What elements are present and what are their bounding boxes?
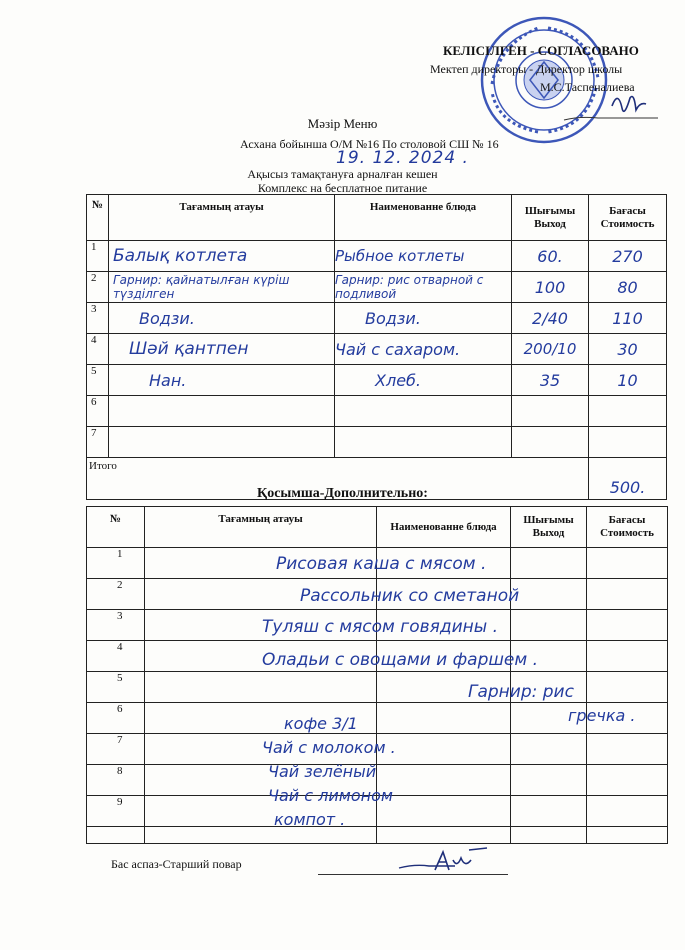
- row-number: 8: [87, 765, 145, 796]
- row-number: 1: [87, 241, 109, 272]
- extra-item: Чай с лимоном: [268, 786, 393, 805]
- extra-item: Гарнир: рис: [468, 682, 574, 702]
- chef-label: Бас аспаз-Старший повар: [111, 857, 242, 871]
- total-value: 500.: [589, 458, 667, 500]
- col-name-kz: Тағамның атауы: [109, 195, 335, 241]
- extra-item: компот .: [274, 810, 346, 829]
- table-header: [87, 507, 668, 548]
- table-row: [87, 303, 667, 334]
- menu-title: Мәзір Меню: [307, 116, 378, 131]
- row-number: 2: [87, 579, 145, 610]
- dish-price: 110: [589, 303, 667, 334]
- row-number: 5: [87, 365, 109, 396]
- extra-item: Рисовая каша с мясом .: [276, 554, 487, 574]
- dish-ru: Гарнир: рис отварной с подливой: [335, 272, 512, 303]
- dish-kz: Шәй қантпен: [109, 334, 335, 365]
- extra-item: Оладьи с овощами и фаршем .: [262, 650, 539, 670]
- row-number: 1: [87, 548, 145, 579]
- canteen-line: Асхана бойынша О/М №16 По столовой СШ № 16: [240, 137, 499, 151]
- table-row: [87, 396, 667, 427]
- table-row: [87, 334, 667, 365]
- col-output: Шығымы Выход: [511, 507, 587, 548]
- extra-title: Қосымша-Дополнительно:: [257, 486, 428, 501]
- col-name-kz: Тағамның атауы: [145, 507, 377, 548]
- approval-title: КЕЛІСІЛГЕН - СОГЛАСОВАНО: [443, 43, 639, 58]
- dish-kz: Водзи.: [109, 303, 335, 334]
- col-price: Бағасы Стоимость: [589, 195, 667, 241]
- extra-item: Чай с молоком .: [262, 738, 396, 757]
- dish-kz: [109, 396, 335, 427]
- extra-item: Чай зелёный: [268, 762, 377, 781]
- row-number: 5: [87, 672, 145, 703]
- extra-item: гречка .: [568, 706, 636, 725]
- table-header: [87, 195, 667, 241]
- dish-kz: Балық котлета: [109, 241, 335, 272]
- col-price: Бағасы Стоимость: [587, 507, 668, 548]
- extra-item: Туляш с мясом говядины .: [262, 617, 498, 637]
- col-num: №: [87, 195, 109, 241]
- col-num: №: [87, 507, 145, 548]
- dish-output: 100: [512, 272, 589, 303]
- dish-price: [589, 427, 667, 458]
- dish-ru: [335, 396, 512, 427]
- free-meal-kz: Ақысыз тамақтануға арналған кешен: [247, 167, 438, 181]
- dish-ru: Хлеб.: [335, 365, 512, 396]
- main-menu-table: [86, 194, 667, 500]
- table-row: [87, 672, 668, 703]
- row-number: 4: [87, 641, 145, 672]
- dish-ru: Водзи.: [335, 303, 512, 334]
- total-label: Итого: [87, 458, 589, 500]
- table-row: [87, 365, 667, 396]
- row-number: 7: [87, 427, 109, 458]
- dish-price: 10: [589, 365, 667, 396]
- dish-price: 270: [589, 241, 667, 272]
- dish-ru: Рыбное котлеты: [335, 241, 512, 272]
- approval-position: Мектеп директоры - Директор школы: [430, 62, 623, 76]
- dish-price: 80: [589, 272, 667, 303]
- row-number: 4: [87, 334, 109, 365]
- dish-output: 35: [512, 365, 589, 396]
- chef-signature: [395, 846, 505, 876]
- dish-kz: [109, 427, 335, 458]
- dish-ru: [335, 427, 512, 458]
- row-number: 7: [87, 734, 145, 765]
- col-output: Шығымы Выход: [512, 195, 589, 241]
- dish-output: [512, 427, 589, 458]
- dish-output: [512, 396, 589, 427]
- row-number: 6: [87, 396, 109, 427]
- table-row: [87, 272, 667, 303]
- dish-price: 30: [589, 334, 667, 365]
- extra-item: Рассольник со сметаной: [300, 586, 520, 606]
- table-row: [87, 241, 667, 272]
- dish-price: [589, 396, 667, 427]
- menu-date: 19. 12. 2024 .: [336, 148, 469, 168]
- free-meal-ru: Комплекс на бесплатное питание: [257, 181, 428, 195]
- table-row: [87, 427, 667, 458]
- extra-item: кофе 3/1: [284, 714, 358, 733]
- col-name-ru: Наименованне блюда: [335, 195, 512, 241]
- dish-output: 2/40: [512, 303, 589, 334]
- row-number: 3: [87, 610, 145, 641]
- row-number: 3: [87, 303, 109, 334]
- row-number: 9: [87, 796, 145, 827]
- col-name-ru: Наименованне блюда: [377, 507, 511, 548]
- dish-kz: Гарнир: қайнатылған күріш түзділген: [109, 272, 335, 303]
- dish-output: 200/10: [512, 334, 589, 365]
- dish-ru: Чай с сахаром.: [335, 334, 512, 365]
- dish-kz: Нан.: [109, 365, 335, 396]
- dish-output: 60.: [512, 241, 589, 272]
- row-number: 2: [87, 272, 109, 303]
- row-number: 6: [87, 703, 145, 734]
- approval-name: М.С.Таспеналиева: [540, 80, 635, 94]
